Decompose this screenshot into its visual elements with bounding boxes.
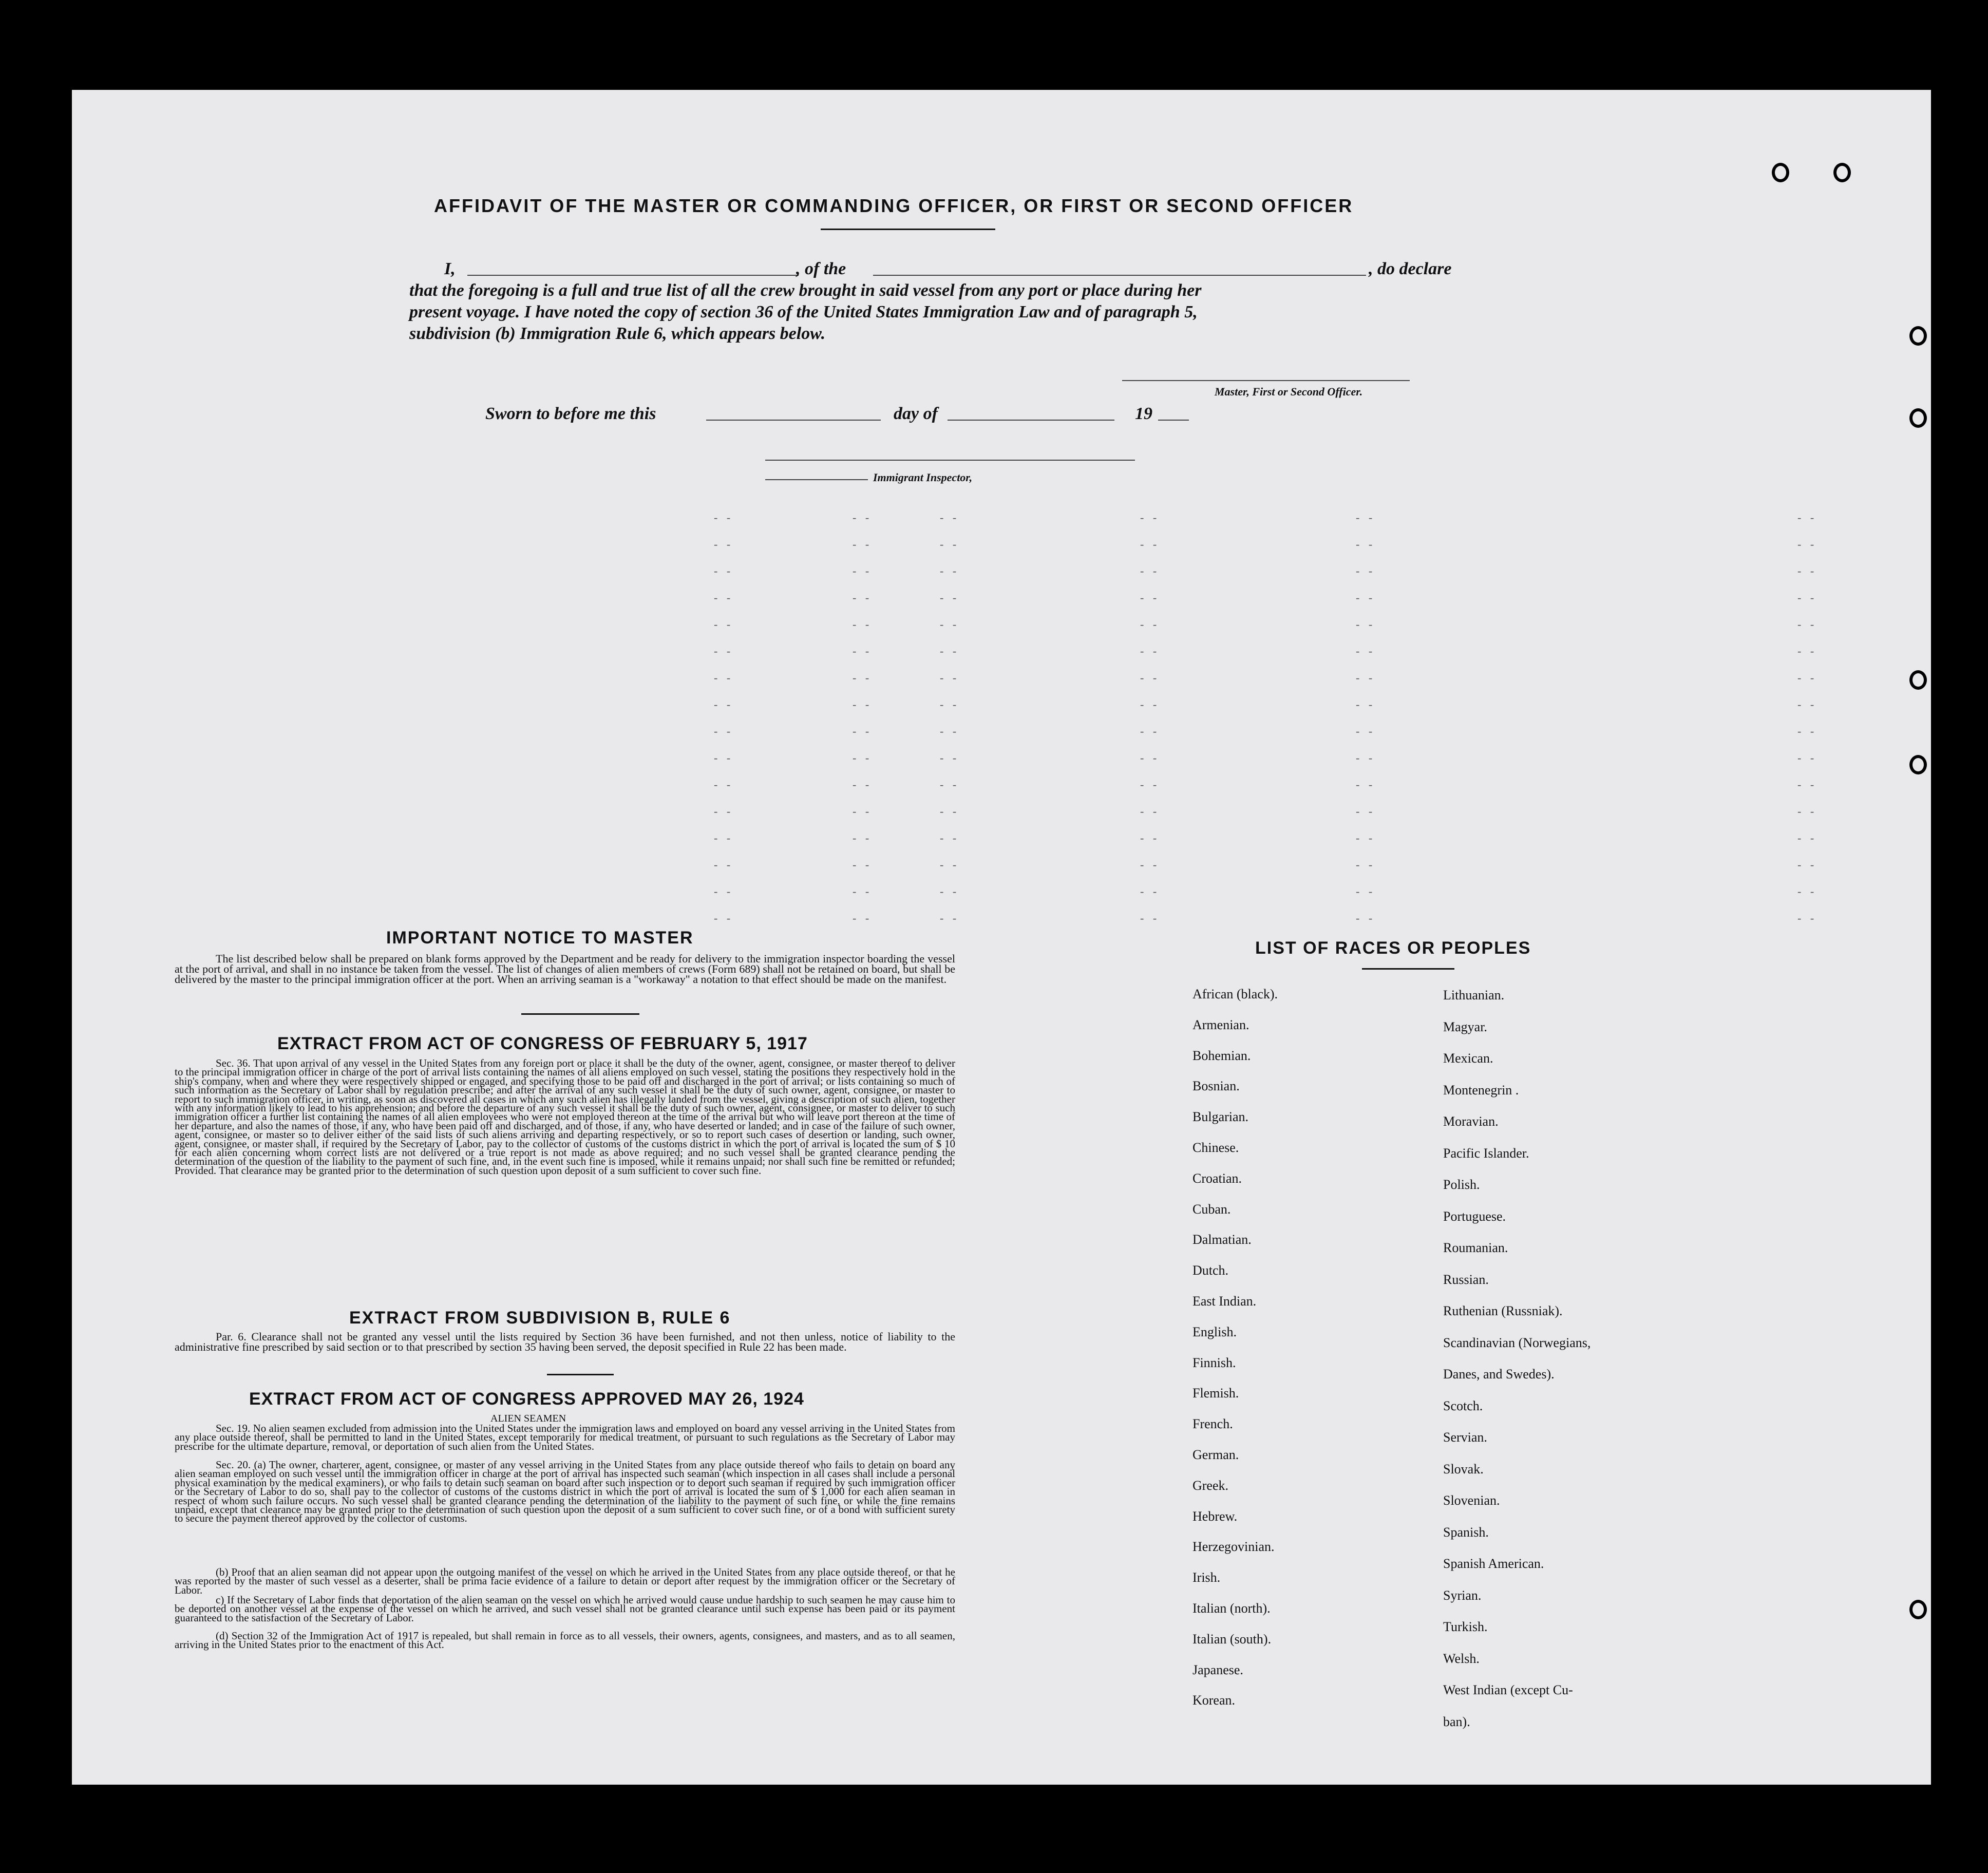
row-mark: - -: [853, 698, 873, 711]
rule6-rule: [547, 1374, 614, 1375]
race-item: Danes, and Swedes).: [1443, 1367, 1555, 1382]
row-mark: - -: [940, 511, 960, 524]
row-mark: - -: [1797, 645, 1817, 657]
row-mark: - -: [1140, 645, 1160, 657]
row-mark: - -: [1797, 564, 1817, 577]
row-mark: - -: [714, 618, 734, 631]
race-item: African (black).: [1192, 987, 1278, 1001]
row-mark: - -: [1797, 698, 1817, 711]
row-mark: - -: [853, 912, 873, 924]
row-mark: - -: [940, 725, 960, 737]
extract-rule6-title: EXTRACT FROM SUBDIVISION B, RULE 6: [349, 1308, 731, 1328]
race-item: Finnish.: [1192, 1355, 1236, 1370]
race-item: Mexican.: [1443, 1051, 1493, 1066]
row-mark: - -: [940, 805, 960, 818]
row-mark: - -: [1797, 912, 1817, 924]
row-mark: - -: [714, 538, 734, 551]
race-item: Montenegrin .: [1443, 1082, 1519, 1098]
row-mark: - -: [853, 591, 873, 604]
row-mark: - -: [714, 885, 734, 898]
row-mark: - -: [1797, 511, 1817, 524]
inspector-line-left: [765, 479, 868, 480]
binder-hole-top-1: [1772, 163, 1789, 182]
binder-hole-3: [1909, 670, 1927, 690]
row-mark: - -: [1140, 591, 1160, 604]
race-item: Croatian.: [1192, 1170, 1242, 1186]
row-mark: - -: [714, 591, 734, 604]
row-mark: - -: [853, 805, 873, 818]
affidavit-title-rule: [821, 229, 995, 230]
row-mark: - -: [714, 645, 734, 657]
race-item: Spanish American.: [1443, 1556, 1544, 1571]
race-item: Korean.: [1192, 1693, 1236, 1708]
vessel-name-line[interactable]: [873, 275, 1366, 276]
race-item: West Indian (except Cu-: [1443, 1682, 1573, 1697]
row-mark: - -: [1356, 698, 1376, 711]
notice-body: The list described below shall be prepared on blank forms approved by the Department and be ready for delivery to the immigration inspector boarding the vessel at the port of arrival, and shall in no instance be taken from the vessel. The list of changes of alien members of crews (Form 689) shall not be retained on board, but shall be delivered by the master to the principal immigration officer at the port. When an arriving seaman is a "workaway" a notation to that effect should be made on the manifest.: [175, 952, 955, 986]
race-item: Italian (south).: [1192, 1631, 1272, 1647]
race-item: Italian (north).: [1192, 1601, 1271, 1616]
row-mark: - -: [1140, 564, 1160, 577]
race-item: German.: [1192, 1447, 1239, 1462]
row-mark: - -: [853, 831, 873, 844]
affidavit-line-2: that the foregoing is a full and true list of all the crew brought in said vessel from any port or place during her: [409, 281, 1202, 300]
row-mark: - -: [1140, 858, 1160, 871]
row-mark: - -: [1356, 778, 1376, 791]
row-mark: - -: [940, 751, 960, 764]
row-mark: - -: [1356, 511, 1376, 524]
row-mark: - -: [1356, 831, 1376, 844]
race-item: Moravian.: [1443, 1114, 1499, 1129]
row-mark: - -: [1356, 912, 1376, 924]
row-mark: - -: [714, 725, 734, 737]
row-mark: - -: [714, 511, 734, 524]
row-mark: - -: [1140, 751, 1160, 764]
row-mark: - -: [940, 538, 960, 551]
affidavit-line-4: subdivision (b) Immigration Rule 6, which appears below.: [409, 324, 826, 343]
row-mark: - -: [1797, 885, 1817, 898]
row-mark: - -: [940, 778, 960, 791]
race-item: Herzegovinian.: [1192, 1539, 1275, 1555]
row-mark: - -: [1356, 725, 1376, 737]
extract-1924-sec19: Sec. 19. No alien seamen excluded from admission into the United States under the immigration laws and employed on board any vessel arriving in the United States from any place outside thereof, shall be permitted to land in the United States, except temporarily for medical treatment, or pursuant to such regulations as the Secretary of Labor may prescribe for the ultimate departure, removal, or deportation of such alien from the United States.: [175, 1422, 955, 1452]
row-mark: - -: [853, 751, 873, 764]
race-item: Servian.: [1443, 1430, 1487, 1445]
binder-hole-top-2: [1833, 163, 1851, 182]
row-mark: - -: [1797, 538, 1817, 551]
row-mark: - -: [1356, 645, 1376, 657]
row-mark: - -: [714, 751, 734, 764]
row-mark: - -: [1797, 778, 1817, 791]
row-mark: - -: [1356, 591, 1376, 604]
row-mark: - -: [1140, 831, 1160, 844]
race-item: Slovenian.: [1443, 1493, 1500, 1508]
race-item: Turkish.: [1443, 1619, 1488, 1634]
row-mark: - -: [714, 912, 734, 924]
race-item: Greek.: [1192, 1478, 1229, 1493]
row-mark: - -: [1140, 538, 1160, 551]
row-mark: - -: [940, 912, 960, 924]
sworn-day-line[interactable]: [706, 420, 881, 421]
extract-1917-title: EXTRACT FROM ACT OF CONGRESS OF FEBRUARY 5, 1917: [277, 1034, 808, 1053]
master-name-line[interactable]: [467, 275, 799, 276]
extract-1924-para-b: (b) Proof that an alien seaman did not appear upon the outgoing manifest of the vessel on which he arrived in the United States from any place outside thereof, or that he was reported by the master of such vessel as a deserter, shall be prima facie evidence of a failure to detain or deport after request by the immigration officer or the Secretary of Labor.: [175, 1566, 955, 1596]
row-mark: - -: [1797, 671, 1817, 684]
binder-hole-5: [1940, 1252, 1959, 1272]
row-mark: - -: [1797, 831, 1817, 844]
row-mark: - -: [1797, 591, 1817, 604]
row-mark: - -: [853, 671, 873, 684]
row-mark: - -: [1140, 912, 1160, 924]
row-mark: - -: [853, 538, 873, 551]
binder-hole-1: [1909, 326, 1927, 346]
race-item: Bohemian.: [1192, 1048, 1251, 1063]
row-mark: - -: [853, 858, 873, 871]
row-mark: - -: [1797, 725, 1817, 737]
row-mark: - -: [714, 671, 734, 684]
affidavit-i: I,: [444, 259, 456, 278]
race-item: Bulgarian.: [1192, 1109, 1249, 1125]
row-mark: - -: [1140, 725, 1160, 737]
row-mark: - -: [853, 778, 873, 791]
races-title: LIST OF RACES OR PEOPLES: [1255, 938, 1531, 958]
race-item: Armenian.: [1192, 1017, 1249, 1032]
row-mark: - -: [940, 645, 960, 657]
binder-hole-6: [1940, 1334, 1959, 1354]
row-mark: - -: [1140, 698, 1160, 711]
race-item: Scotch.: [1443, 1398, 1483, 1413]
row-mark: - -: [1356, 885, 1376, 898]
row-mark: - -: [1140, 618, 1160, 631]
binder-hole-7: [1909, 1600, 1927, 1619]
row-mark: - -: [714, 831, 734, 844]
year-prefix: 19: [1135, 404, 1152, 423]
row-mark: - -: [1140, 511, 1160, 524]
row-mark: - -: [853, 618, 873, 631]
master-signature-line[interactable]: [1122, 380, 1410, 381]
row-mark: - -: [1356, 538, 1376, 551]
affidavit-of-the: , of the: [796, 259, 846, 278]
race-item: Japanese.: [1192, 1662, 1243, 1677]
binder-hole-8: [1940, 1682, 1959, 1702]
sworn-year-line[interactable]: [1158, 420, 1189, 421]
race-item: Bosnian.: [1192, 1079, 1240, 1094]
row-mark: - -: [1356, 805, 1376, 818]
row-mark: - -: [940, 591, 960, 604]
notice-rule: [521, 1013, 639, 1015]
form-page: [72, 90, 1931, 1785]
race-item: Flemish.: [1192, 1386, 1239, 1401]
row-mark: - -: [940, 858, 960, 871]
extract-1917-body: Sec. 36. That upon arrival of any vessel in the United States from any foreign port or place it shall be the duty of the owner, agent, consignee, or master thereof to deliver to the principal immigration officer in charge of the port of arrival lists containing the names of all aliens employed on such vessel, stating the positions they respectively hold in the ship's company, when and where they were respectively shipped or engaged, and specifying those to be paid off and discharged in the port of arrival; or lists containing so much of such information as the Secretary of Labor shall by regulation prescribe; and after the arrival of any such vessel it shall be the duty of such owner, agent, consignee, or master to report to such immigration officer, in writing, as soon as discovered all cases in which any such alien has illegally landed from the vessel, giving a description of such alien, together with any information likely to lead to his apprehension; and before the departure of any such vessel it shall be the duty of such owner, agent, consignee, or master to deliver to such immigration officer a further list containing the names of all alien employees who were not employed thereon at the time of the arrival but who will leave port thereon at the time of her departure, and also the names of those, if any, who have been paid off and discharged, and of those, if any, who have deserted or landed; and in case of the failure of such owner, agent, consignee, or master so to deliver either of the said lists of such aliens arriving and departing respectively, or so to report such cases of desertion or landing, such owner, agent, consignee, or master shall, if required by the Secretary of Labor, pay to the collector of customs of the customs district in which the port of arrival is located the sum of $ 10 for each alien concerning whom correct lists are not delivered or a true report is not made as above required; and no such vessel shall be granted clearance pending the determination of the question of the liability to the payment of such fine, and, in the event such fine is imposed, while it remains unpaid; nor shall such fine be remitted or refunded; Provided. That clearance may be granted prior to the determination of such question upon deposit of a sum sufficient to cover such fine.: [175, 1057, 955, 1177]
race-item: Dalmatian.: [1192, 1232, 1252, 1247]
row-mark: - -: [1356, 671, 1376, 684]
race-item: East Indian.: [1192, 1294, 1257, 1309]
extract-rule6-body: Par. 6. Clearance shall not be granted any vessel until the lists required by Section 36 have been furnished, and not then unless, notice of liability to the administrative fine prescribed by said section or to that prescribed by section 35 having been served, the deposit specified in Rule 22 has been made.: [175, 1330, 955, 1353]
alien-seamen-subtitle: ALIEN SEAMEN: [490, 1413, 566, 1424]
row-mark: - -: [853, 885, 873, 898]
extract-1924-title: EXTRACT FROM ACT OF CONGRESS APPROVED MAY 26, 1924: [249, 1389, 804, 1409]
row-mark: - -: [714, 778, 734, 791]
row-mark: - -: [1356, 564, 1376, 577]
race-item: ban).: [1443, 1714, 1470, 1729]
race-item: Cuban.: [1192, 1201, 1231, 1217]
inspector-signature-line[interactable]: [765, 460, 1135, 461]
row-mark: - -: [714, 698, 734, 711]
race-item: French.: [1192, 1416, 1233, 1432]
row-mark: - -: [940, 671, 960, 684]
race-item: Lithuanian.: [1443, 988, 1505, 1002]
race-item: Dutch.: [1192, 1263, 1229, 1278]
race-item: Roumanian.: [1443, 1240, 1508, 1255]
affidavit-title: AFFIDAVIT OF THE MASTER OR COMMANDING OFFICER, OR FIRST OR SECOND OFFICER: [434, 195, 1354, 216]
race-item: Slovak.: [1443, 1461, 1484, 1477]
row-mark: - -: [1797, 805, 1817, 818]
race-item: Chinese.: [1192, 1140, 1239, 1155]
races-title-rule: [1362, 968, 1454, 970]
row-mark: - -: [853, 511, 873, 524]
notice-title: IMPORTANT NOTICE TO MASTER: [386, 928, 694, 948]
row-mark: - -: [1140, 778, 1160, 791]
row-mark: - -: [714, 858, 734, 871]
race-item: Portuguese.: [1443, 1208, 1506, 1224]
affidavit-line-3: present voyage. I have noted the copy of section 36 of the United States Immigration Law and of paragraph 5,: [409, 302, 1198, 321]
row-mark: - -: [940, 885, 960, 898]
row-mark: - -: [1356, 858, 1376, 871]
sworn-month-line[interactable]: [948, 420, 1114, 421]
row-mark: - -: [853, 564, 873, 577]
row-mark: - -: [1356, 751, 1376, 764]
race-item: Scandinavian (Norwegians,: [1443, 1335, 1591, 1350]
row-mark: - -: [940, 698, 960, 711]
row-mark: - -: [1140, 885, 1160, 898]
extract-1924-sec20: Sec. 20. (a) The owner, charterer, agent, consignee, or master of any vessel arriving in the United States from any place outside thereof who fails to detain on board any alien seaman employed on such vessel until the immigration officer in charge at the port of arrival has inspected such seaman (which inspection in all cases shall include a personal physical examination by the medical examiners), or who fails to detain such seaman on board after such inspection or to deport such seaman if required by such immigration officer or the Secretary of Labor to do so, shall pay to the collector of customs of the customs district in which the port of arrival is located the sum of $ 1,000 for each alien seaman in respect of whom such failure occurs. No such vessel shall be granted clearance pending the determination of the liability to the payment of such fine, or while the fine remains unpaid, except that clearance may be granted prior to the determination of such question upon the deposit of a sum sufficient to cover such fine, or of a bond with sufficient surety to secure the payment thereof approved by the collector of customs.: [175, 1459, 955, 1525]
row-mark: - -: [853, 645, 873, 657]
signature-label: Master, First or Second Officer.: [1215, 385, 1363, 398]
row-mark: - -: [853, 725, 873, 737]
race-item: Spanish.: [1443, 1524, 1489, 1540]
row-mark: - -: [940, 564, 960, 577]
sworn-label: Sworn to before me this: [485, 404, 656, 423]
race-item: Russian.: [1443, 1272, 1489, 1287]
race-item: Ruthenian (Russniak).: [1443, 1303, 1563, 1318]
row-mark: - -: [1356, 618, 1376, 631]
extract-1924-para-c: c) If the Secretary of Labor finds that deportation of the alien seaman on the vessel on which he arrived would cause undue hardship to such seamen he may cause him to be deported on another vessel at the expense of the vessel on which he arrived, and such vessel shall not be granted clearance until such expense has been paid or its payment guaranteed to the satisfaction of the Secretary of Labor.: [175, 1594, 955, 1624]
row-mark: - -: [940, 831, 960, 844]
row-mark: - -: [714, 564, 734, 577]
row-mark: - -: [1140, 805, 1160, 818]
row-mark: - -: [1140, 671, 1160, 684]
race-item: Pacific Islander.: [1443, 1145, 1529, 1161]
affidavit-do-declare: , do declare: [1369, 259, 1452, 278]
row-mark: - -: [1797, 858, 1817, 871]
row-mark: - -: [940, 618, 960, 631]
extract-1924-para-d: (d) Section 32 of the Immigration Act of 1917 is repealed, but shall remain in force as to all vessels, their owners, agents, consignees, and masters, and as to all seamen, arriving in the United States prior to the enactment of this Act.: [175, 1630, 955, 1651]
race-item: Syrian.: [1443, 1587, 1482, 1603]
row-mark: - -: [1797, 751, 1817, 764]
race-item: Magyar.: [1443, 1019, 1487, 1034]
race-item: Welsh.: [1443, 1651, 1480, 1666]
race-item: Hebrew.: [1192, 1508, 1238, 1524]
inspector-label: Immigrant Inspector,: [873, 471, 973, 484]
row-mark: - -: [1797, 618, 1817, 631]
race-item: English.: [1192, 1324, 1237, 1339]
row-mark: - -: [714, 805, 734, 818]
race-item: Irish.: [1192, 1570, 1221, 1585]
binder-hole-2: [1909, 408, 1927, 428]
binder-hole-4: [1909, 755, 1927, 774]
day-of-label: day of: [894, 404, 938, 423]
race-item: Polish.: [1443, 1177, 1480, 1192]
